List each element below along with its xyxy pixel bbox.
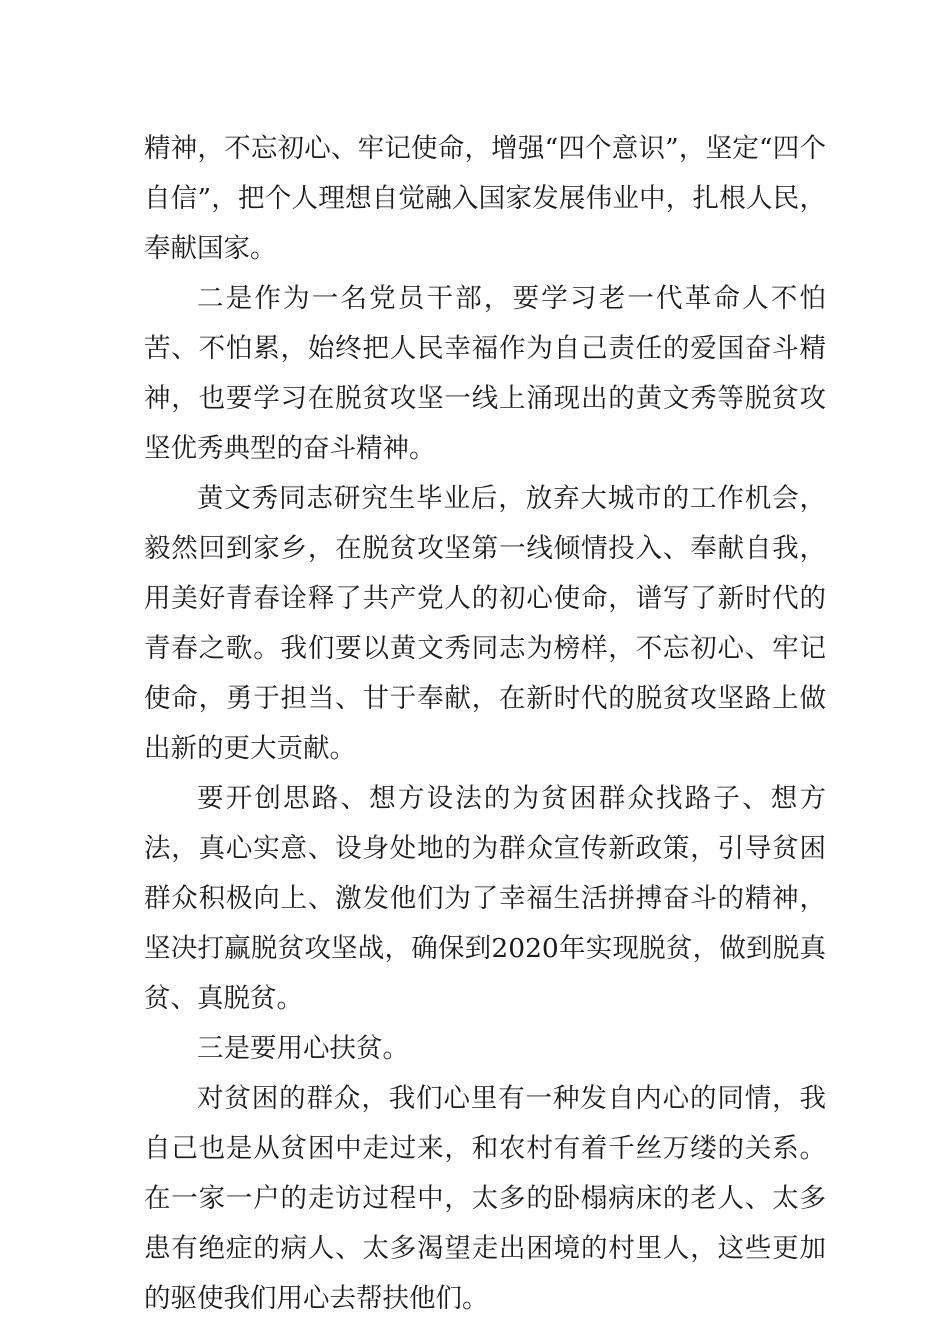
paragraph: 二是作为一名党员干部，要学习老一代革命人不怕苦、不怕累，始终把人民幸福作为自己责任的爱国奋斗精神，也要学习在脱贫攻坚一线上涌现出的黄文秀等脱贫攻坚优秀典型的奋斗精神。 [144,283,826,464]
paragraph: 三是要用心扶贫。 [197,1033,409,1064]
paragraph-continued: 精神，不忘初心、牢记使命，增强“四个意识”，坚定“四个自信”，把个人理想自觉融入国家发展伟业中，扎根人民，奉献国家。 [144,133,826,264]
paragraph: 黄文秀同志研究生毕业后，放弃大城市的工作机会，毅然回到家乡，在脱贫攻坚第一线倾情投入、奉献自我，用美好青春诠释了共产党人的初心使命，谱写了新时代的青春之歌。我们要以黄文秀同志为榜样，不忘初心、牢记使命，勇于担当、甘于奉献，在新时代的脱贫攻坚路上做出新的更大贡献。 [144,483,826,764]
paragraph: 要开创思路、想方设法的为贫困群众找路子、想方法，真心实意、设身处地的为群众宣传新政策，引导贫困群众积极向上、激发他们为了幸福生活拼搏奋斗的精神，坚决打赢脱贫攻坚战，确保到2020年实现脱贫，做到脱真贫、真脱贫。 [144,783,826,1014]
paragraph: 对贫困的群众，我们心里有一种发自内心的同情，我自己也是从贫困中走过来，和农村有着千丝万缕的关系。在一家一户的走访过程中，太多的卧榻病床的老人、太多患有绝症的病人、太多渴望走出困境的村里人，这些更加的驱使我们用心去帮扶他们。 [144,1083,826,1314]
document-page [144,124,826,1324]
